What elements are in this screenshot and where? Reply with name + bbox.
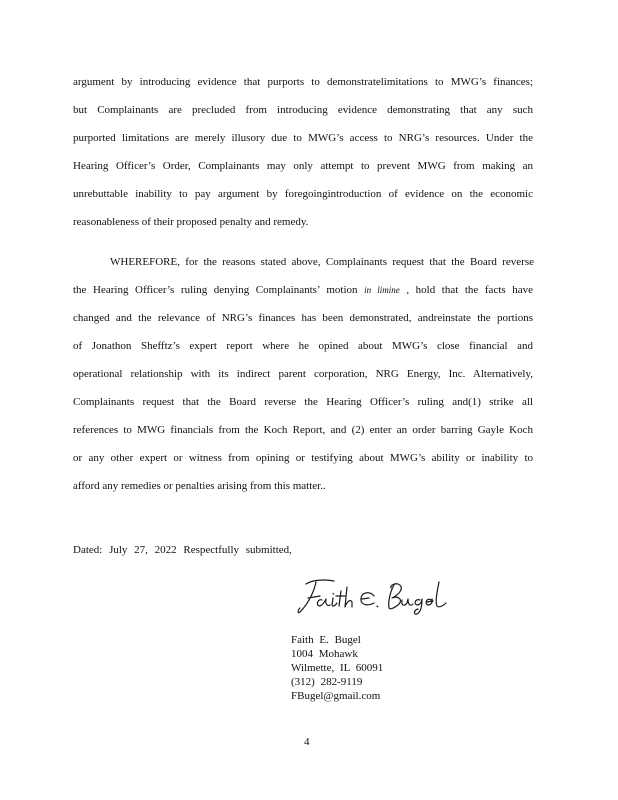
signer-phone: (312) 282-9119 [291, 676, 363, 688]
paragraph1-line-2: but Complainants are precluded from introducing evidence demonstrating that any such [73, 104, 533, 116]
signer-street: 1004 Mohawk [291, 648, 358, 660]
paragraph2-line-6: Complainants request that the Board reverse the Hearing Officer’s ruling and(1) strike all [73, 396, 533, 408]
paragraph1-line-1: argument by introducing evidence that purports to demonstratelimitations to MWG’s finances; [73, 76, 533, 88]
paragraph2-line-2-start: the Hearing Officer’s ruling denying Complainants’ motion [73, 284, 358, 296]
paragraph2-line-8: or any other expert or witness from opining or testifying about MWG’s ability or inability to [73, 452, 533, 464]
paragraph2-line-2-tail: , hold that the facts have [406, 284, 534, 296]
signer-name: Faith E. Bugel [291, 634, 361, 646]
paragraph2-line-7: references to MWG financials from the Koch Report, and (2) enter an order barring Gayle Koch [73, 424, 533, 436]
paragraph2-line-5: operational relationship with its indirect parent corporation, NRG Energy, Inc. Alternatively, [73, 368, 533, 380]
signer-email: FBugel@gmail.com [291, 690, 381, 702]
paragraph2-line-2 [73, 283, 533, 297]
in-limine-phrase: in limine [364, 285, 400, 295]
page-number: 4 [304, 736, 310, 748]
handwritten-signature [294, 574, 459, 618]
paragraph2-line-9: afford any remedies or penalties arising from this matter.. [73, 480, 326, 492]
signer-city: Wilmette, IL 60091 [291, 662, 384, 674]
date-and-closing: Dated: July 27, 2022 Respectfully submitted, [73, 544, 292, 556]
paragraph1-line-4: Hearing Officer’s Order, Complainants may only attempt to prevent MWG from making an [73, 160, 533, 172]
paragraph1-line-5: unrebuttable inability to pay argument by foregoingintroduction of evidence on the economic [73, 188, 533, 200]
paragraph1-line-3: purported limitations are merely illusory due to MWG’s access to NRG’s resources. Under the [73, 132, 533, 144]
paragraph1-line-6: reasonableness of their proposed penalty and remedy. [73, 216, 309, 228]
paragraph2-line-4: of Jonathon Shefftz’s expert report where he opined about MWG’s close financial and [73, 340, 533, 352]
paragraph2-line-1: WHEREFORE, for the reasons stated above, Complainants request that the Board reverse [110, 256, 534, 268]
paragraph2-line-3: changed and the relevance of NRG’s finances has been demonstrated, andreinstate the portions [73, 312, 533, 324]
